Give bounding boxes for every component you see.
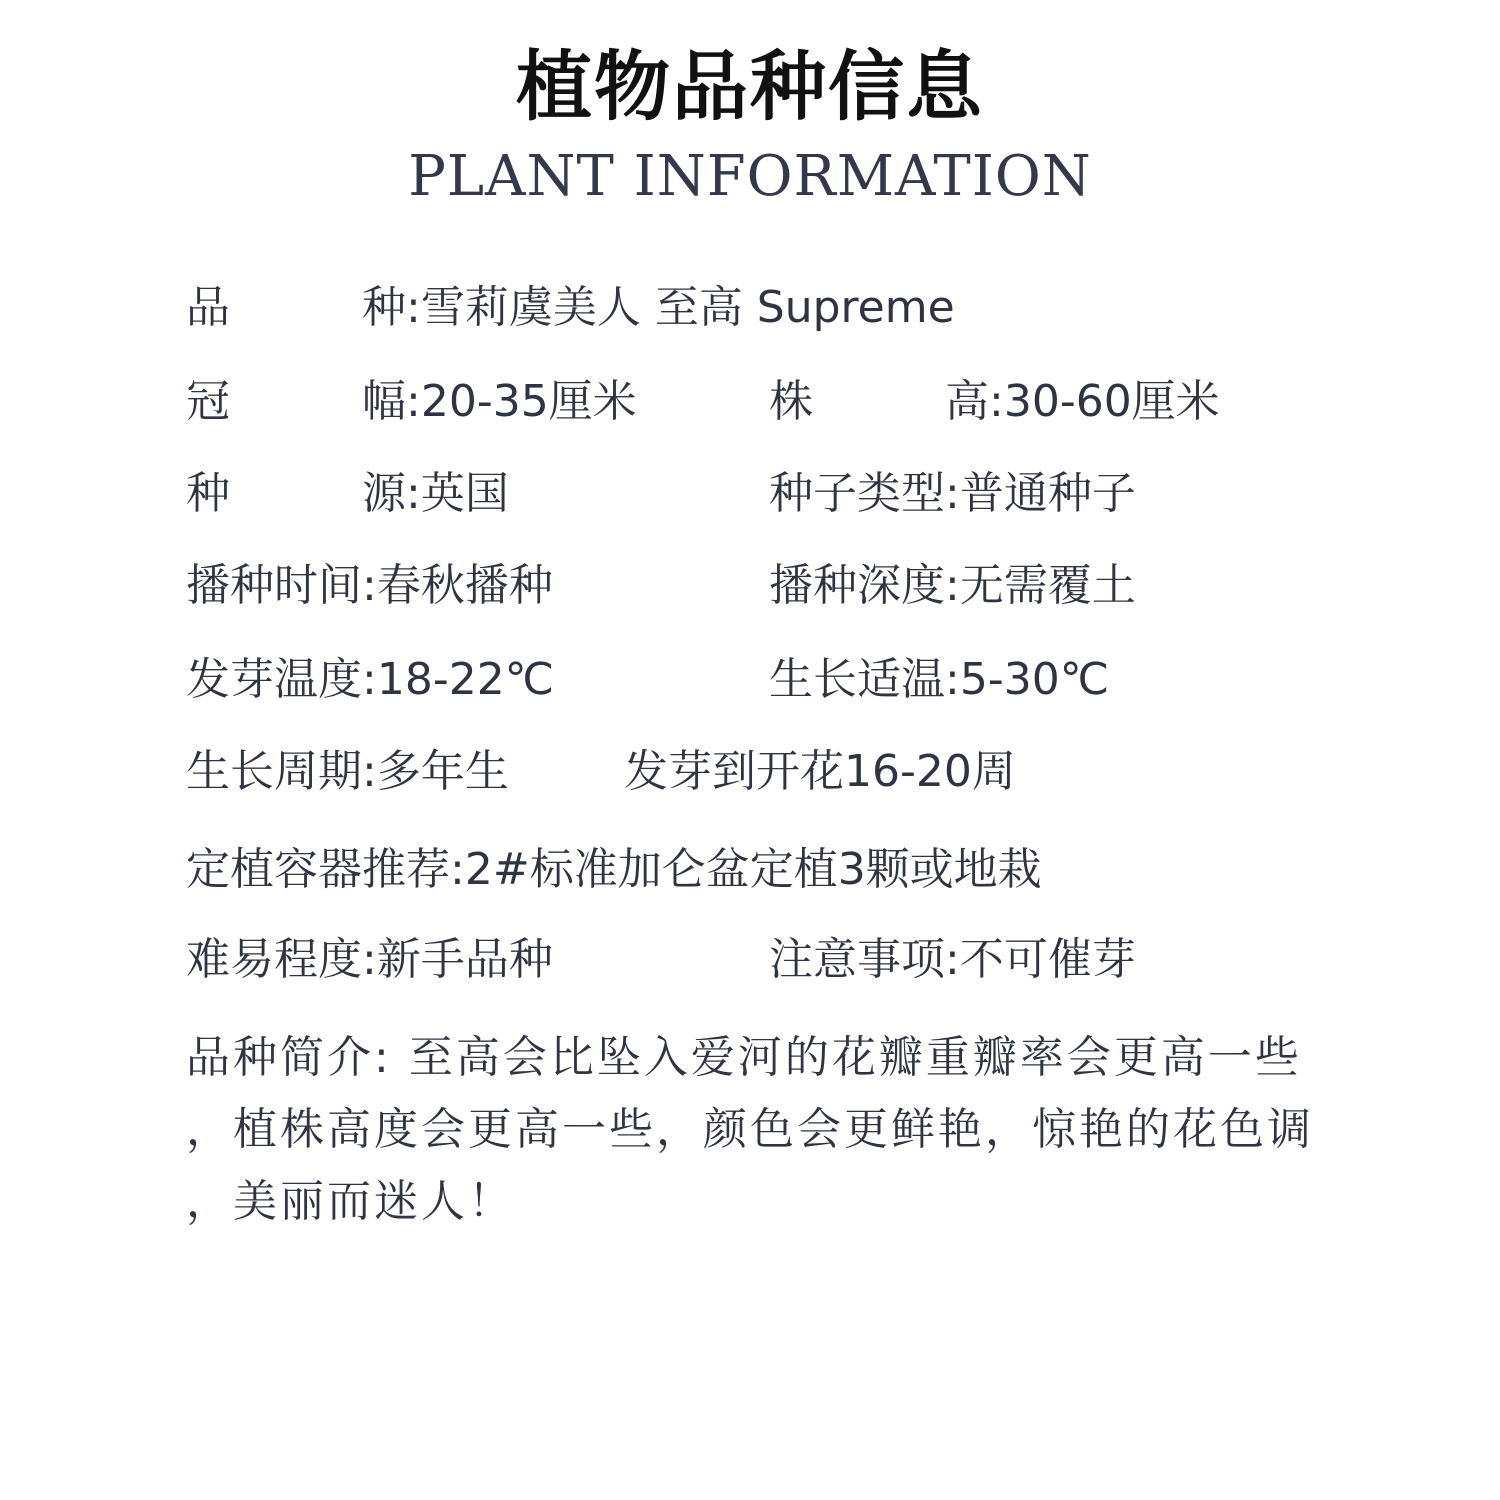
field-value-difficulty: 新手品种 xyxy=(376,934,553,985)
field-label-notes: 注意事项 xyxy=(769,934,945,985)
label-char: 幅 xyxy=(362,376,406,427)
colon: : xyxy=(945,560,960,611)
colon: : xyxy=(362,654,377,705)
intro-line-3: ，美丽而迷人！ xyxy=(186,1176,515,1227)
label-char: 高 xyxy=(945,376,989,427)
label-char: 源 xyxy=(362,468,406,519)
colon: : xyxy=(362,746,377,797)
field-value-sow-depth: 无需覆土 xyxy=(959,560,1136,611)
field-label-variety xyxy=(186,280,406,336)
colon: : xyxy=(362,560,377,611)
field-value-crown: 20-35厘米 xyxy=(420,376,637,427)
colon: : xyxy=(406,282,421,333)
field-label-grow-temp: 生长适温 xyxy=(769,654,945,705)
intro-line-2: ，植株高度会更高一些，颜色会更鲜艳，惊艳的花色调 xyxy=(186,1104,1314,1155)
label-char: 冠 xyxy=(186,376,230,427)
colon: : xyxy=(945,934,960,985)
label-char: 品 xyxy=(186,282,230,333)
field-value-cycle-extra: 发芽到开花16-20周 xyxy=(624,746,1016,797)
intro-text-1: 至高会比坠入爱河的花瓣重瓣率会更高一些 xyxy=(408,1032,1302,1083)
label-char: 种 xyxy=(186,468,230,519)
page-subtitle: PLANT INFORMATION xyxy=(408,144,1092,209)
colon: : xyxy=(374,1032,392,1083)
field-value-sow-time: 春秋播种 xyxy=(376,560,553,611)
variety-intro xyxy=(186,1022,1346,1238)
field-value-origin: 英国 xyxy=(420,468,509,519)
field-label-intro: 品种简介 xyxy=(186,1032,374,1083)
field-label-container: 定植容器推荐 xyxy=(186,844,450,895)
field-label-height xyxy=(769,374,989,430)
page-title: 植物品种信息 xyxy=(516,42,984,131)
field-label-crown xyxy=(186,374,406,430)
colon: : xyxy=(406,468,421,519)
field-value-variety: 雪莉虞美人 至高 Supreme xyxy=(420,282,955,333)
field-label-cycle: 生长周期 xyxy=(186,746,362,797)
field-value-height: 30-60厘米 xyxy=(1003,376,1220,427)
field-label-origin xyxy=(186,466,406,522)
field-label-sow-time: 播种时间 xyxy=(186,560,362,611)
field-value-cycle: 多年生 xyxy=(376,746,509,797)
label-char: 种 xyxy=(362,282,406,333)
label-char: 株 xyxy=(769,376,813,427)
field-value-seed-type: 普通种子 xyxy=(959,468,1136,519)
field-label-difficulty: 难易程度 xyxy=(186,934,362,985)
field-label-sow-depth: 播种深度 xyxy=(769,560,945,611)
field-value-grow-temp: 5-30℃ xyxy=(959,654,1110,705)
field-value-germ-temp: 18-22℃ xyxy=(376,654,555,705)
colon: : xyxy=(450,844,465,895)
colon: : xyxy=(406,376,421,427)
colon: : xyxy=(362,934,377,985)
field-label-germ-temp: 发芽温度 xyxy=(186,654,362,705)
colon: : xyxy=(945,468,960,519)
intro-line-1 xyxy=(186,1022,1346,1094)
colon: : xyxy=(989,376,1004,427)
field-label-seed-type: 种子类型 xyxy=(769,468,945,519)
field-value-container: 2#标准加仑盆定植3颗或地栽 xyxy=(464,844,1042,895)
field-value-notes: 不可催芽 xyxy=(959,934,1136,985)
colon: : xyxy=(945,654,960,705)
